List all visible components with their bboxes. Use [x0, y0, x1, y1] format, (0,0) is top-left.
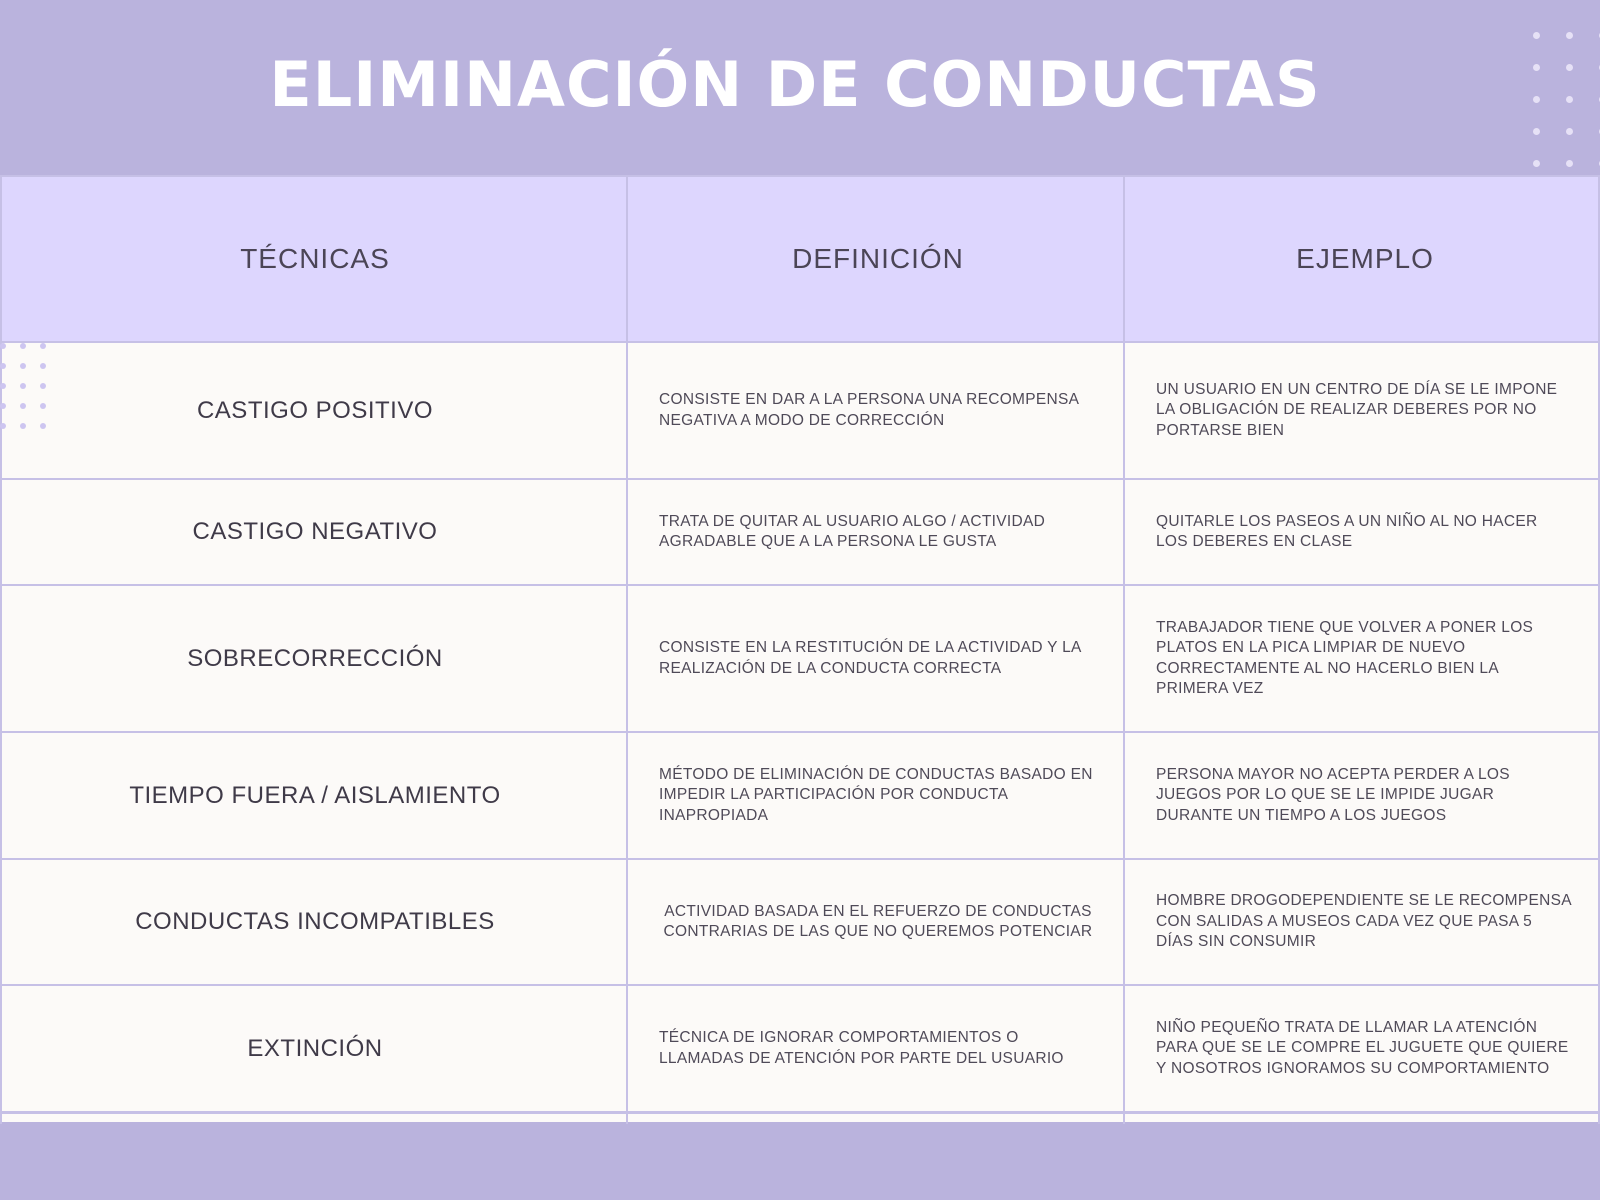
- table-header-row: [0, 175, 1600, 343]
- decorative-dot-grid-left: [0, 343, 46, 429]
- column-header-ejemplo: EJEMPLO: [1123, 175, 1600, 343]
- definition-cell: CONSISTE EN DAR A LA PERSONA UNA RECOMPENSA NEGATIVA A MODO DE CORRECCIÓN: [626, 343, 1125, 480]
- table-row: [0, 733, 1600, 860]
- table-row: [0, 986, 1600, 1113]
- column-header-tecnicas: TÉCNICAS: [0, 175, 628, 343]
- technique-cell: CONDUCTAS INCOMPATIBLES: [0, 860, 628, 986]
- title-banner: [0, 0, 1600, 175]
- example-cell: NIÑO PEQUEÑO TRATA DE LLAMAR LA ATENCIÓN PARA QUE SE LE COMPRE EL JUGUETE QUE QUIERE Y NOSOTROS IGNORAMOS SU COMPORTAMIENTO: [1123, 986, 1600, 1113]
- decorative-dot-grid: [1533, 32, 1600, 167]
- definition-cell: TRATA DE QUITAR AL USUARIO ALGO / ACTIVIDAD AGRADABLE QUE A LA PERSONA LE GUSTA: [626, 480, 1125, 586]
- definition-cell: CONSISTE EN LA RESTITUCIÓN DE LA ACTIVIDAD Y LA REALIZACIÓN DE LA CONDUCTA CORRECTA: [626, 586, 1125, 733]
- page-title: ELIMINACIÓN DE CONDUCTAS: [269, 48, 1321, 121]
- table-row: [0, 480, 1600, 586]
- table-row: [0, 860, 1600, 986]
- example-cell: UN USUARIO EN UN CENTRO DE DÍA SE LE IMPONE LA OBLIGACIÓN DE REALIZAR DEBERES POR NO PORTARSE BIEN: [1123, 343, 1600, 480]
- technique-cell: EXTINCIÓN: [0, 986, 628, 1113]
- technique-cell: CASTIGO NEGATIVO: [0, 480, 628, 586]
- technique-cell: CASTIGO POSITIVO: [0, 343, 628, 480]
- example-cell: HOMBRE DROGODEPENDIENTE SE LE RECOMPENSA CON SALIDAS A MUSEOS CADA VEZ QUE PASA 5 DÍAS SIN CONSUMIR: [1123, 860, 1600, 986]
- technique-cell: TIEMPO FUERA / AISLAMIENTO: [0, 733, 628, 860]
- table-row: [0, 343, 1600, 480]
- techniques-table: [0, 175, 1600, 1122]
- table-bottom-edge: [0, 1112, 1600, 1122]
- definition-cell: ACTIVIDAD BASADA EN EL REFUERZO DE CONDUCTAS CONTRARIAS DE LAS QUE NO QUEREMOS POTENCIAR: [626, 860, 1125, 986]
- example-cell: PERSONA MAYOR NO ACEPTA PERDER A LOS JUEGOS POR LO QUE SE LE IMPIDE JUGAR DURANTE UN TIEMPO A LOS JUEGOS: [1123, 733, 1600, 860]
- table-row: [0, 586, 1600, 733]
- example-cell: TRABAJADOR TIENE QUE VOLVER A PONER LOS PLATOS EN LA PICA LIMPIAR DE NUEVO CORRECTAMENTE AL NO HACERLO BIEN LA PRIMERA VEZ: [1123, 586, 1600, 733]
- technique-cell: SOBRECORRECCIÓN: [0, 586, 628, 733]
- definition-cell: TÉCNICA DE IGNORAR COMPORTAMIENTOS O LLAMADAS DE ATENCIÓN POR PARTE DEL USUARIO: [626, 986, 1125, 1113]
- definition-cell: MÉTODO DE ELIMINACIÓN DE CONDUCTAS BASADO EN IMPEDIR LA PARTICIPACIÓN POR CONDUCTA INAPROPIADA: [626, 733, 1125, 860]
- example-cell: QUITARLE LOS PASEOS A UN NIÑO AL NO HACER LOS DEBERES EN CLASE: [1123, 480, 1600, 586]
- column-header-definicion: DEFINICIÓN: [626, 175, 1125, 343]
